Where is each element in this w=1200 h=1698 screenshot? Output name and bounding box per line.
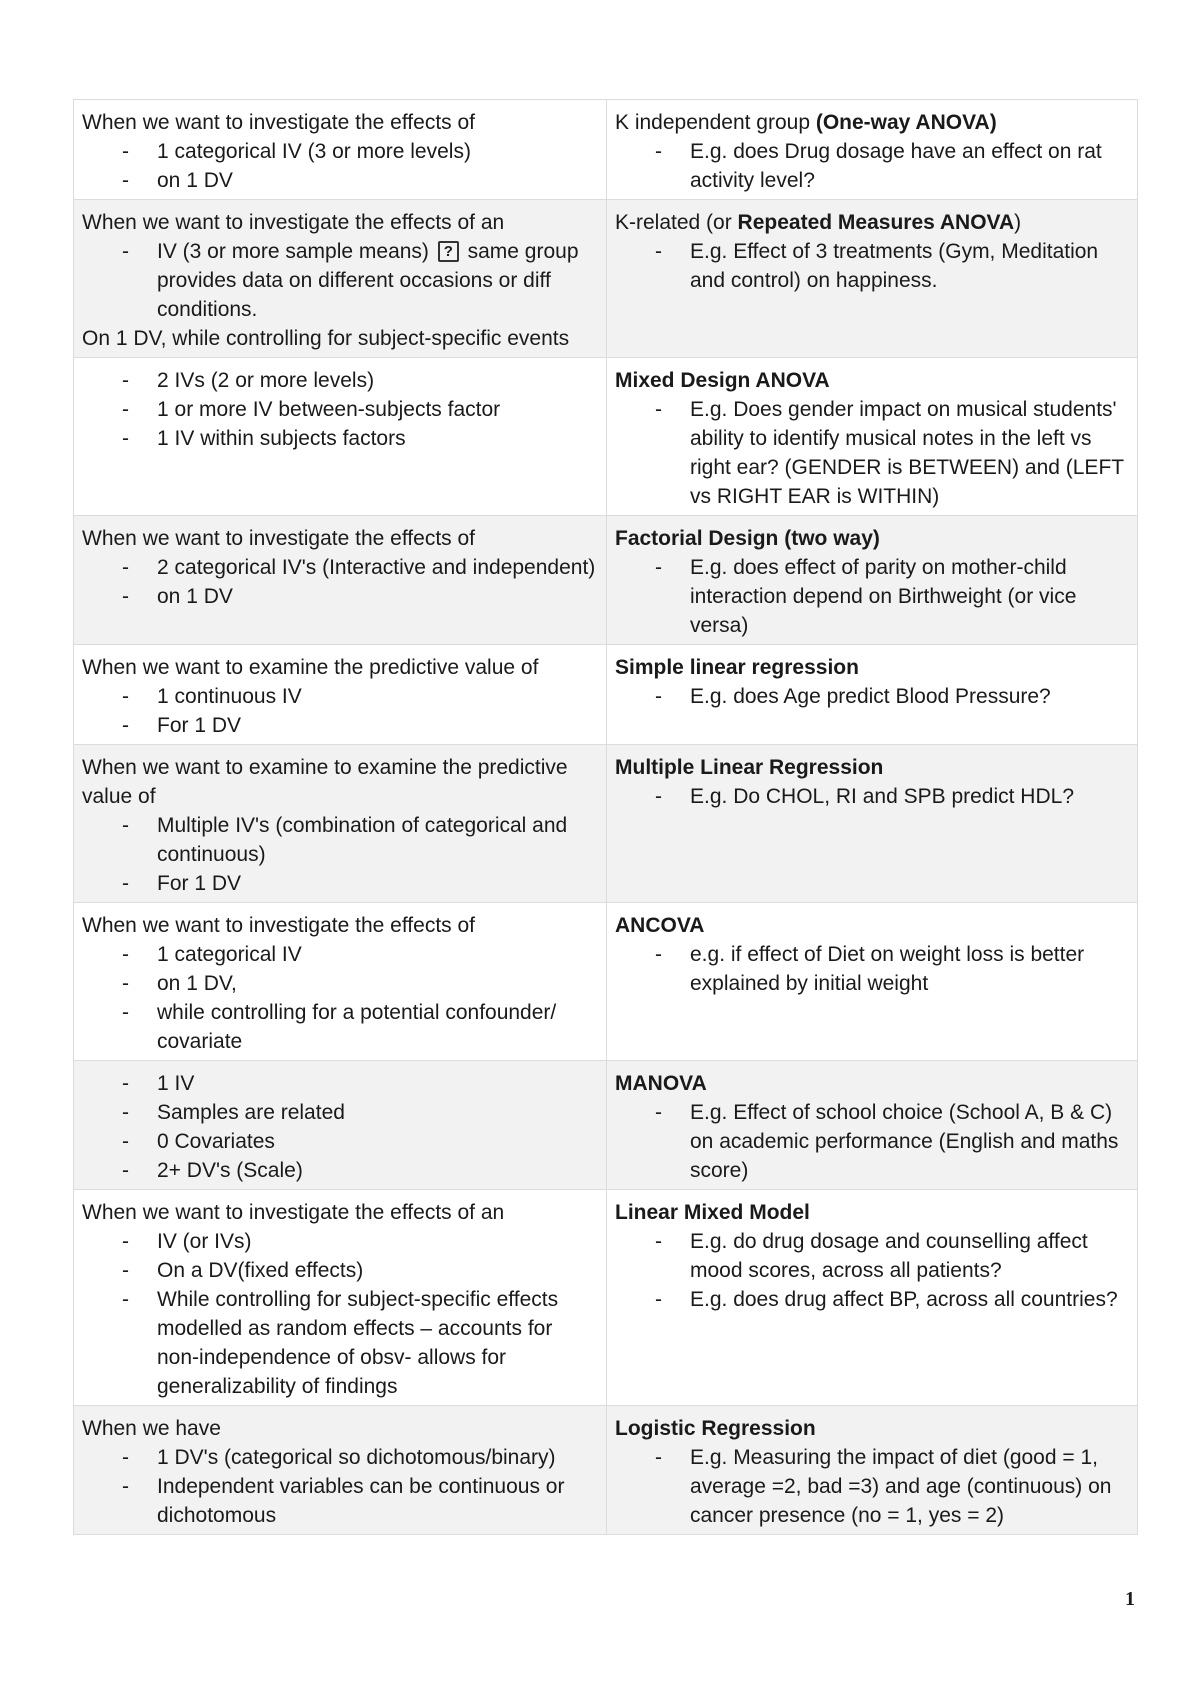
condition-list bbox=[82, 940, 597, 1056]
condition-item: - While controlling for subject-specific effects modelled as random effects – accounts for non-independence of obsv- allows for generalizability of findings bbox=[82, 1285, 597, 1401]
test-cell bbox=[607, 1190, 1138, 1406]
test-name bbox=[615, 208, 1128, 237]
condition-cell bbox=[74, 1190, 607, 1406]
example-list bbox=[615, 940, 1128, 998]
statistics-test-table bbox=[73, 99, 1138, 1535]
test-cell bbox=[607, 745, 1138, 903]
table-row bbox=[74, 1190, 1138, 1406]
missing-glyph-icon: ? bbox=[438, 241, 459, 262]
condition-cell bbox=[74, 745, 607, 903]
condition-item: - Independent variables can be continuous or dichotomous bbox=[82, 1472, 597, 1530]
test-name-bold: Multiple Linear Regression bbox=[615, 756, 884, 779]
condition-item: - 1 IV bbox=[82, 1069, 597, 1098]
condition-item: - 1 categorical IV bbox=[82, 940, 597, 969]
example-item: - E.g. does effect of parity on mother-child interaction depend on Birthweight (or vice versa) bbox=[615, 553, 1128, 640]
test-name-bold: MANOVA bbox=[615, 1072, 707, 1095]
condition-cell bbox=[74, 903, 607, 1061]
condition-cell bbox=[74, 1406, 607, 1535]
test-name-text: ) bbox=[1014, 211, 1022, 234]
test-name-text: K-related (or bbox=[615, 211, 738, 234]
condition-item: - 1 or more IV between-subjects factor bbox=[82, 395, 597, 424]
condition-list bbox=[82, 1443, 597, 1530]
condition-list bbox=[82, 553, 597, 611]
condition-item: - 2+ DV's (Scale) bbox=[82, 1156, 597, 1185]
test-cell bbox=[607, 358, 1138, 516]
condition-list bbox=[82, 1227, 597, 1401]
test-cell bbox=[607, 645, 1138, 745]
example-list bbox=[615, 1227, 1128, 1314]
condition-item: - Samples are related bbox=[82, 1098, 597, 1127]
table-row bbox=[74, 516, 1138, 645]
page-number: 1 bbox=[1125, 1588, 1135, 1610]
test-name-bold: Simple linear regression bbox=[615, 656, 859, 679]
condition-item: - 1 IV within subjects factors bbox=[82, 424, 597, 453]
example-list bbox=[615, 237, 1128, 295]
test-name-bold: Logistic Regression bbox=[615, 1417, 816, 1440]
example-item: - E.g. Effect of school choice (School A, B & C) on academic performance (English and maths score) bbox=[615, 1098, 1128, 1185]
condition-item: - Multiple IV's (combination of categorical and continuous) bbox=[82, 811, 597, 869]
test-name-bold: ANCOVA bbox=[615, 914, 705, 937]
condition-cell bbox=[74, 200, 607, 358]
condition-list bbox=[82, 137, 597, 195]
test-name-bold: Factorial Design (two way) bbox=[615, 527, 880, 550]
test-name-bold: (One-way ANOVA) bbox=[815, 111, 997, 134]
condition-item: - on 1 DV, bbox=[82, 969, 597, 998]
condition-intro: When we want to examine the predictive value of bbox=[82, 656, 539, 679]
example-list bbox=[615, 682, 1128, 711]
test-cell bbox=[607, 200, 1138, 358]
condition-item: - 2 IVs (2 or more levels) bbox=[82, 366, 597, 395]
condition-item: - while controlling for a potential confounder/ covariate bbox=[82, 998, 597, 1056]
condition-item-text: IV (3 or more sample means) bbox=[157, 240, 429, 263]
condition-intro: When we have bbox=[82, 1417, 221, 1440]
table-row bbox=[74, 1406, 1138, 1535]
test-cell bbox=[607, 516, 1138, 645]
test-name bbox=[615, 753, 1128, 782]
example-item: - E.g. does drug affect BP, across all countries? bbox=[615, 1285, 1128, 1314]
condition-intro: When we want to investigate the effects of an bbox=[82, 211, 505, 234]
example-item: - E.g. does Drug dosage have an effect on rat activity level? bbox=[615, 137, 1128, 195]
example-item: - e.g. if effect of Diet on weight loss is better explained by initial weight bbox=[615, 940, 1128, 998]
condition-intro: When we want to investigate the effects of an bbox=[82, 1201, 505, 1224]
condition-item bbox=[82, 237, 597, 324]
example-item: - E.g. Does gender impact on musical students' ability to identify musical notes in the left vs right ear? (GENDER is BETWEEN) and (LEFT vs RIGHT EAR is WITHIN) bbox=[615, 395, 1128, 511]
test-name bbox=[615, 1414, 1128, 1443]
test-name bbox=[615, 366, 1128, 395]
condition-intro: When we want to investigate the effects of bbox=[82, 914, 476, 937]
example-item: - E.g. Do CHOL, RI and SPB predict HDL? bbox=[615, 782, 1128, 811]
example-list bbox=[615, 553, 1128, 640]
condition-intro: When we want to investigate the effects of bbox=[82, 527, 476, 550]
condition-item: - For 1 DV bbox=[82, 711, 597, 740]
test-cell bbox=[607, 1061, 1138, 1190]
condition-cell bbox=[74, 1061, 607, 1190]
condition-item: - 1 categorical IV (3 or more levels) bbox=[82, 137, 597, 166]
test-name bbox=[615, 108, 1128, 137]
condition-list bbox=[82, 237, 597, 324]
table-row bbox=[74, 645, 1138, 745]
example-item: - E.g. do drug dosage and counselling affect mood scores, across all patients? bbox=[615, 1227, 1128, 1285]
test-name bbox=[615, 524, 1128, 553]
condition-cell bbox=[74, 100, 607, 200]
condition-list bbox=[82, 811, 597, 898]
test-name bbox=[615, 653, 1128, 682]
condition-item: - on 1 DV bbox=[82, 582, 597, 611]
condition-intro: When we want to examine to examine the predictive value of bbox=[82, 756, 568, 808]
condition-list bbox=[82, 366, 597, 453]
condition-cell bbox=[74, 358, 607, 516]
test-cell bbox=[607, 1406, 1138, 1535]
table-row bbox=[74, 745, 1138, 903]
condition-item: - For 1 DV bbox=[82, 869, 597, 898]
example-item: - E.g. does Age predict Blood Pressure? bbox=[615, 682, 1128, 711]
table-row bbox=[74, 1061, 1138, 1190]
example-item: - E.g. Effect of 3 treatments (Gym, Meditation and control) on happiness. bbox=[615, 237, 1128, 295]
condition-item: - On a DV(fixed effects) bbox=[82, 1256, 597, 1285]
condition-list bbox=[82, 1069, 597, 1185]
table-body bbox=[74, 100, 1138, 1535]
test-name bbox=[615, 1198, 1128, 1227]
condition-item: - IV (or IVs) bbox=[82, 1227, 597, 1256]
example-list bbox=[615, 782, 1128, 811]
example-item: - E.g. Measuring the impact of diet (good = 1, average =2, bad =3) and age (continuous) on cancer presence (no = 1, yes = 2) bbox=[615, 1443, 1128, 1530]
condition-intro: When we want to investigate the effects of bbox=[82, 111, 476, 134]
table-row bbox=[74, 903, 1138, 1061]
condition-item: - 1 DV's (categorical so dichotomous/binary) bbox=[82, 1443, 597, 1472]
example-list bbox=[615, 137, 1128, 195]
table-row bbox=[74, 358, 1138, 516]
example-list bbox=[615, 395, 1128, 511]
table-row bbox=[74, 200, 1138, 358]
condition-item: - 2 categorical IV's (Interactive and independent) bbox=[82, 553, 597, 582]
condition-item: - on 1 DV bbox=[82, 166, 597, 195]
table-row bbox=[74, 100, 1138, 200]
test-name-bold: Repeated Measures ANOVA bbox=[737, 211, 1015, 234]
example-list bbox=[615, 1098, 1128, 1185]
test-name-text: K independent group bbox=[615, 111, 816, 134]
test-name bbox=[615, 911, 1128, 940]
condition-item: - 0 Covariates bbox=[82, 1127, 597, 1156]
condition-cell bbox=[74, 645, 607, 745]
test-name-bold: Mixed Design ANOVA bbox=[615, 369, 830, 392]
test-name-bold: Linear Mixed Model bbox=[615, 1201, 810, 1224]
condition-cell bbox=[74, 516, 607, 645]
condition-item-text: same group provides data on different occasions or diff conditions. bbox=[157, 240, 579, 321]
test-cell bbox=[607, 100, 1138, 200]
test-name bbox=[615, 1069, 1128, 1098]
test-cell bbox=[607, 903, 1138, 1061]
condition-outro: On 1 DV, while controlling for subject-specific events bbox=[82, 327, 570, 350]
example-list bbox=[615, 1443, 1128, 1530]
condition-list bbox=[82, 682, 597, 740]
condition-item: - 1 continuous IV bbox=[82, 682, 597, 711]
